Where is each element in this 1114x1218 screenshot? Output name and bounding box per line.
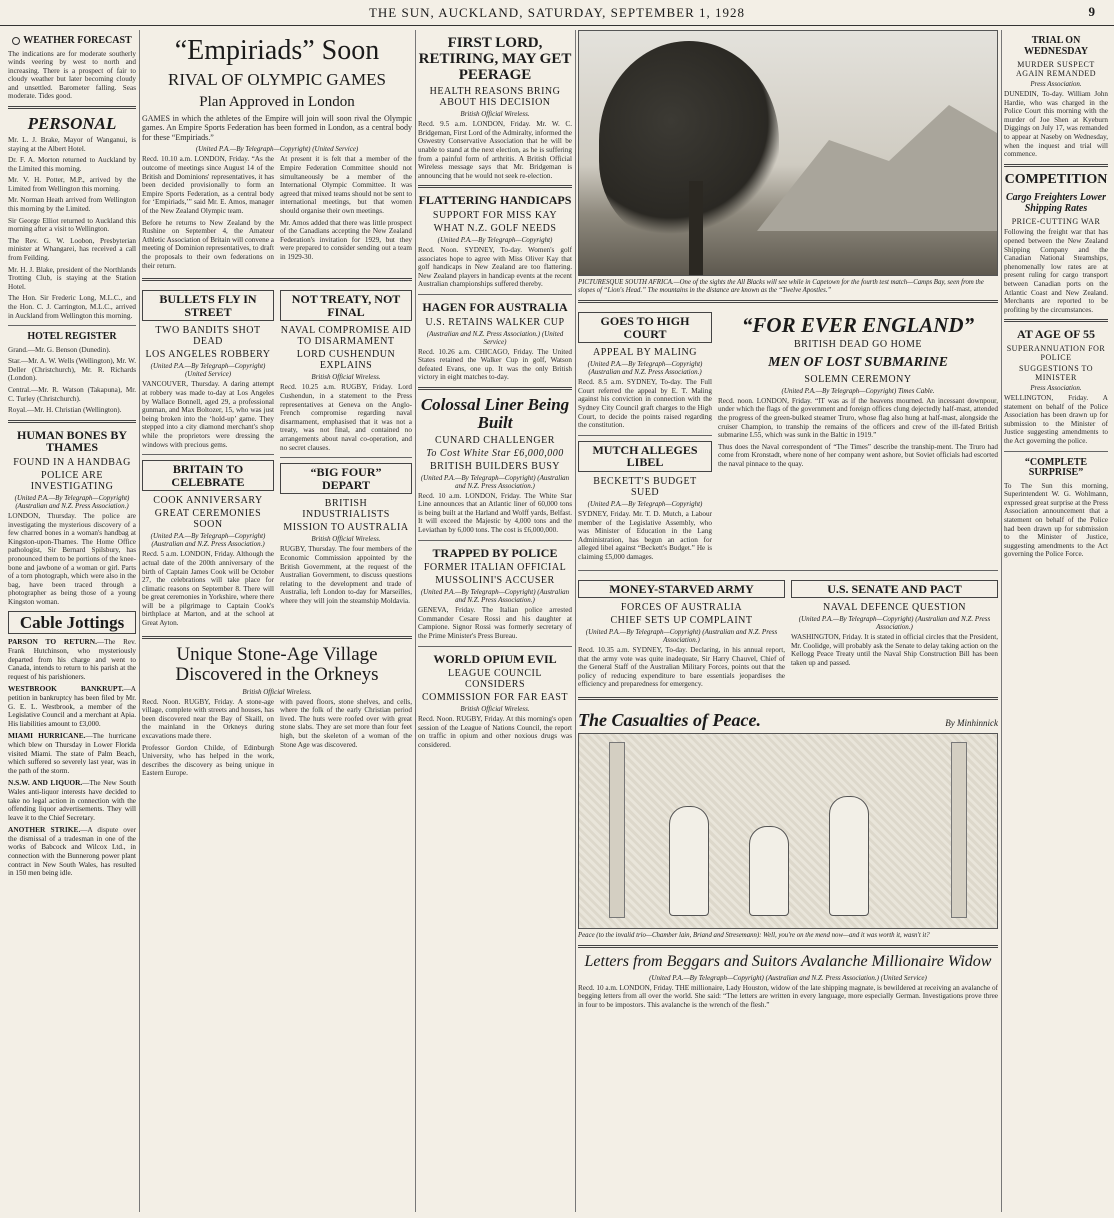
pillar-shape [951, 742, 967, 918]
mutch-body: SYDNEY, Friday. Mr. T. D. Mutch, a Labour member of the Legislative Assembly, who was Minister of Education in the Lang Administration, has begun an action for alleged libel against “Beckett's Budget.” He is claiming £5,000 damages. [578, 509, 712, 561]
bullets-heading: BULLETS FLY IN STREET [142, 290, 274, 321]
england-subheading: MEN OF LOST SUBMARINE [768, 355, 948, 371]
britain-heading: BRITAIN TO CELEBRATE [142, 460, 274, 491]
senate-subheading: NAVAL DEFENCE QUESTION [822, 602, 967, 614]
personal-item: Mr. V. H. Potter, M.P., arrived by the Limited from Wellington this morning. [8, 176, 136, 193]
column-5 [1004, 30, 1108, 1212]
england-subheading: BRITISH DEAD GO HOME [793, 339, 923, 351]
personal-item: Mr. Norman Heath arrived from Wellington this morning by the Limited. [8, 196, 136, 214]
personal-item: The Rev. G. W. Loobon, Presbyterian minister at Whangarei, has received a call from Feilding. [8, 236, 136, 263]
bigfour-subheading: MISSION TO AUSTRALIA [283, 522, 409, 534]
jotting-item: MIAMI HURRICANE.—The hurricane which blew on Thursday in Lower Florida visited Miami. The state of Palm Beach, which suffered so severely last year, was in the path of the storm. [8, 731, 136, 775]
trapped-credit: (United P.A.—By Telegraph—Copyright) (Australian and N.Z. Press Association.) [420, 588, 570, 605]
hotel-line: Star.—Mr. A. W. Wells (Wellington), Mr. W. Deller (Christchurch), Mr. R. Richards (London). [8, 357, 136, 383]
column-2 [142, 30, 412, 1212]
opium-credit: British Official Wireless. [460, 705, 530, 714]
age-body: WELLINGTON, Friday. A statement on behalf of the Police Association has been drawn up for submission to the Minister of Justice suggesting amendments to the Act governing the police. [1004, 393, 1108, 445]
england-subheading: SOLEMN CEREMONY [804, 373, 912, 385]
complete-body: To The Sun this morning, Superintendent W. G. Wohlmann, expressed great surprise at the Press Association announcement that a statement on behalf of the Police had been drawn up for submission to the Minister of Justice, suggesting amendments to the Act governing the Police Force. [1004, 481, 1108, 559]
bullets-credit: (United P.A.—By Telegraph—Copyright) (United Service) [150, 362, 266, 379]
figure-shape [669, 806, 709, 916]
cartoon-title: The Casualties of Peace. [578, 710, 761, 731]
jottings-heading: Cable Jottings [8, 611, 136, 635]
letters-credit: (United P.A.—By Telegraph—Copyright) (Australian and N.Z. Press Association.) (United Service) [649, 973, 927, 982]
stoneage-para: Recd. Noon. RUGBY, Friday. A stone-age village, complete with streets and houses, has been discovered near the Bay of Skaill, on the mainland in the Orkneys during excavations made there. [142, 697, 274, 740]
trapped-body: GENEVA, Friday. The Italian police arrested Commander Cesare Rossi and his daughter at Campione. Signor Rossi was formerly secretary of the Prime Minister's Press Bureau. [418, 606, 572, 640]
empiriads-para: Recd. 10.10 a.m. LONDON, Friday. “As the outcome of meetings since August 14 of the British and Dominions' representatives, it has been decided provisionally to form an Empire Sports Federation, as a central body for ‘Empiriads,’” said Mr. E. Amos, manager of the New Zealand Olympic team. [142, 155, 274, 216]
figure-shape [829, 796, 869, 916]
jotting-item: N.S.W. AND LIQUOR.—The New South Wales anti-liquor interests have decided to take no legal action in connection with the offending liquor advertisements. They will leave it to the Chief Secretary. [8, 778, 136, 822]
senate-body: WASHINGTON, Friday. It is stated in official circles that the President, Mr. Coolidge, will probably ask the Senate to delay taking action on the Kellogg Peace Treaty until the Naval Ship Construction Bill has been taken up and passed. [791, 633, 998, 667]
handicaps-body: Recd. Noon. SYDNEY, To-day. Women's golf associates hope to agree with Miss Oliver Kay that golf handicaps in New Zealand are too flattering. New Zealand players in handicap events at the recent Australian championships suffered thereby. [418, 246, 572, 289]
personal-item: Mr. L. J. Brake, Mayor of Wanganui, is staying at the Albert Hotel. [8, 135, 136, 153]
empiriads-lead: GAMES in which the athletes of the Empire will join will soon rival the Olympic games. An Empire Sports Federation has been formed in London, as a central body for these “Empiriads.” [142, 113, 412, 142]
mutch-subheading: BECKETT'S BUDGET SUED [593, 475, 697, 498]
empiriads-credit: (United P.A.—By Telegraph—Copyright) (United Service) [195, 145, 359, 154]
empiriads-subheading: RIVAL OF OLYMPIC GAMES [168, 70, 386, 90]
courts-body: Recd. 8.5 a.m. SYDNEY, To-day. The Full Court referred the appeal by E. T. Maling against his conviction in connection with the Sydney City Council graft charges to the High Court, to decide the points raised regarding the constitution. [578, 378, 712, 430]
courts-heading: GOES TO HIGH COURT [578, 312, 712, 343]
england-headline: “FOR EVER ENGLAND” [741, 313, 975, 337]
trial-subheading: MURDER SUSPECT AGAIN REMANDED [1015, 60, 1097, 78]
firstlord-subheading: HEALTH REASONS BRING ABOUT HIS DECISION [429, 86, 561, 109]
trial-body: DUNEDIN, To-day. William John Hardie, who was charged in the Police Court this morning with the murder of Joe Shen at Kyeburn Diggings on July 17, was remanded to appear at Naseby on Wednesday, when the inquest and trial will commence. [1004, 90, 1108, 159]
firstlord-body: Recd. 9.5 a.m. LONDON, Friday. Mr. W. C. Bridgeman, First Lord of the Admiralty, informed the Oswestry Conservative Association that he will be unable to stand at the next election, as he is suffering from a painful form of arthritis. A British Official Wireless message says that Mr. Bridgeman is announcing that he would not seek re-election. [418, 120, 572, 180]
england-credit: (United P.A.—By Telegraph—Copyright) Times Cable. [781, 386, 935, 395]
money-credit: (United P.A.—By Telegraph—Copyright) (Australian and N.Z. Press Association.) [585, 628, 778, 645]
stoneage-para: Professor Gordon Childe, of Edinburgh University, who has helped in the work, describes the discovery as being unique in Eastern Europe. [142, 743, 274, 778]
hagen-heading: HAGEN FOR AUSTRALIA [422, 299, 568, 314]
empiriads-headline: “Empiriads” Soon [174, 35, 380, 66]
trial-heading: TRIAL ON WEDNESDAY [1023, 35, 1089, 57]
empiriads-para: Mr. Amos added that there was little prospect of the Canadians accepting the New Zealand Federation's invitation for 1929, but they were prepared to consider sending out a team in 1929-30. [280, 218, 412, 262]
truce-subheading: NAVAL COMPROMISE AID TO DISARMAMENT [280, 325, 412, 348]
figure-shape [749, 826, 789, 916]
bigfour-heading: “BIG FOUR” DEPART [280, 463, 412, 494]
masthead [0, 0, 1114, 26]
bones-body: LONDON, Thursday. The police are investigating the mysterious discovery of a few charred bones in a woman's handbag at Kingston-upon-Thames. The Home Office pathologist, Sir Bernard Spilsbury, has pronounced them to be portions of the knee-bone and jawbone of a woman or girl. Parts of a torn photograph, which were also in the bag, have been traced through a photographer as being those of a young Kingston woman. [8, 512, 136, 606]
truce-credit: British Official Wireless. [311, 373, 381, 382]
cartoon-caption: Peace (to the invalid trio—Chamber lain, Briand and Stresemann): Well, you're on the mend now—and it was worth it, wasn't it? [578, 931, 930, 939]
personal-item: Mr. H. J. Blake, president of the Northlands Trotting Club, is staying at the Station Hotel. [8, 265, 136, 291]
trial-credit: Press Association. [1030, 80, 1082, 88]
column-rule [139, 30, 140, 1212]
courts-subheading: APPEAL BY MALING [593, 347, 697, 359]
firstlord-headline: FIRST LORD, RETIRING, MAY GET PEERAGE [418, 35, 572, 83]
senate-credit: (United P.A.—By Telegraph—Copyright) (Australian and N.Z. Press Association.) [798, 615, 991, 632]
hagen-credit: (Australian and N.Z. Press Association.) (United Service) [426, 329, 564, 346]
camps-bay-photo [578, 30, 998, 276]
hagen-body: Recd. 10.26 a.m. CHICAGO, Friday. The United States retained the Walker Cup in golf, Watson defeated Evans, one up. It was the only British victory in eight matches to-day. [418, 347, 572, 382]
hotel-line: Royal.—Mr. H. Christian (Wellington). [8, 406, 122, 415]
bullets-subheading: LOS ANGELES ROBBERY [145, 349, 271, 361]
bones-subheading: FOUND IN A HANDBAG [13, 457, 131, 469]
opium-subheading: LEAGUE COUNCIL CONSIDERS [448, 668, 542, 691]
handicaps-subheading: SUPPORT FOR MISS KAY [432, 210, 558, 221]
hotel-line: Central.—Mr. R. Watson (Takapuna), Mr. C. Turley (Christchurch). [8, 386, 136, 403]
opium-heading: WORLD OPIUM EVIL [433, 651, 557, 666]
truce-subheading: LORD CUSHENDUN EXPLAINS [296, 349, 396, 372]
liner-body: Recd. 10 a.m. LONDON, Friday. The White Star Line announces that an Atlantic liner of 60,000 tons is being built at the Harland and Wolff yards, Belfast. It will exceed the Majestic by 4,000 tons and the Leviathan by 6,000 tons. The cost is £6,000,000. [418, 491, 572, 534]
personal-item: Dr. F. A. Morton returned to Auckland by the Limited this morning. [8, 156, 136, 173]
liner-credit: (United P.A.—By Telegraph—Copyright) (Australian and N.Z. Press Association.) [420, 473, 570, 490]
bigfour-credit: British Official Wireless. [311, 535, 381, 544]
competition-heading: COMPETITION [1004, 171, 1108, 187]
bones-heading: HUMAN BONES BY THAMES [16, 427, 127, 455]
britain-subheading: GREAT CEREMONIES SOON [154, 508, 262, 531]
trapped-heading: TRAPPED BY POLICE [432, 545, 558, 560]
handicaps-heading: FLATTERING HANDICAPS [418, 193, 572, 208]
trapped-subheading: FORMER ITALIAN OFFICIAL [423, 562, 567, 574]
stoneage-credit: British Official Wireless. [242, 687, 312, 696]
column-3 [418, 30, 572, 1212]
courts-credit: (United P.A.—By Telegraph—Copyright) (Australian and N.Z. Press Association.) [587, 360, 703, 377]
jotting-item: PARSON TO RETURN.—The Rev. Frank Hutchinson, who mysteriously departed from his charge and went to Canada, intends to return to his parish at the request of his parishioners. [8, 637, 136, 681]
firstlord-credit: British Official Wireless. [460, 110, 530, 119]
truce-heading: NOT TREATY, NOT FINAL [280, 290, 412, 321]
england-para: Recd. noon. LONDON, Friday. “IT was as if the heavens mourned. An incessant downpour, under which the flags of the government and foreign offices clung dejectedly half-mast, attended the progress of the green-bulked steamer Truro, whose flag also hung at half-mast, alongside the cruiser Champion, to tranship the remains of the officers and crew of the ill-fated British submarine L55, which was sunk in the Baltic in 1919.” [718, 396, 998, 440]
mutch-credit: (United P.A.—By Telegraph—Copyright) [587, 499, 703, 508]
liner-headline: Colossal Liner Being Built [420, 394, 570, 432]
money-heading: MONEY-STARVED ARMY [578, 580, 785, 599]
hotel-heading: HOTEL REGISTER [27, 331, 117, 343]
mountain-shape [757, 91, 997, 231]
bullets-body: VANCOUVER, Thursday. A daring attempt at robbery was made to-day at Los Angeles by Wallace Bonnell, aged 29, a professional gunman, and Max Boltozer, 15, who was just being broken into the ‘hold-up’ game. They stepped into a city diamond merchant's shop while the proprietors were dressing the windows with precious gems. [142, 380, 274, 449]
age-credit: Press Association. [1030, 383, 1082, 392]
competition-subheading: PRICE-CUTTING WAR [1011, 217, 1101, 227]
bones-subheading: POLICE ARE INVESTIGATING [30, 470, 114, 493]
mutch-heading: MUTCH ALLEGES LIBEL [578, 441, 712, 472]
truce-body: Recd. 10.25 a.m. RUGBY, Friday. Lord Cushendun, in a statement to the Press representatives at Geneva on the Anglo-French compromise regarding naval disarmament, emphasised that it was not a treaty, was not final, and contained no arrangements about naval co-operation, and no secret clauses. [280, 383, 412, 452]
complete-heading: “COMPLETE SURPRISE” [1024, 456, 1088, 479]
column-rule [415, 30, 416, 1212]
empiriads-para: At present it is felt that a member of the Empire Federation Committee should not simultaneously be a member of the International Olympic Committee. It was agreed that mixed teams should not be sent to international meetings, but that women should organise their own meetings. [280, 155, 412, 216]
sun-icon [12, 37, 20, 45]
bullets-subheading: TWO BANDITS SHOT DEAD [155, 325, 261, 348]
column-rule [1001, 30, 1002, 1212]
money-body: Recd. 10.35 a.m. SYDNEY, To-day. Declaring, in his annual report, that the army vote was quite inadequate, Sir Harry Chauvel, Chief of the General Staff of the Australian Military Forces, points out that the policy of reducing expenditure to bare essentials jeopardises the efficiency and preparedness for emergency. [578, 646, 785, 689]
weather-body: The indications are for moderate southerly winds veering by west to north and increasing. There is a prospect of fair to cloudy weather but later becoming cloudy and unsettled. Barometer falling. Seas moderate. Tides good. [8, 49, 136, 101]
jotting-item: WESTBROOK BANKRUPT.—A petition in bankruptcy has been filed by Mr. G. E. L. Westbrook, a member of the Legislative Council and a merchant at Apia. His liabilities amount to £3,000. [8, 684, 136, 728]
trapped-subheading: MUSSOLINI'S ACCUSER [435, 575, 555, 587]
age-heading: AT AGE OF 55 [1016, 327, 1096, 342]
senate-heading: U.S. SENATE AND PACT [791, 580, 998, 599]
column-1 [8, 30, 136, 1212]
britain-subheading: COOK ANNIVERSARY [153, 495, 263, 507]
empiriads-subheading: Plan Approved in London [199, 94, 355, 111]
column-rule [575, 30, 576, 1212]
age-subheading: SUGGESTIONS TO MINISTER [1018, 363, 1094, 382]
page-number: 9 [1088, 4, 1096, 19]
britain-credit: (United P.A.—By Telegraph—Copyright) (Australian and N.Z. Press Association.) [150, 532, 266, 549]
cartoon-illustration [578, 733, 998, 929]
competition-body: Following the freight war that has opened between the New Zealand Shipping Company and the Canadian National Steamships, phenomenally low rates are at present ruling for cargo transport between Canadian ports on the Atlantic Coast and New Zealand. Merchants are reported to be profiting by the circumstances. [1004, 228, 1108, 314]
liner-subheading: CUNARD CHALLENGER [435, 434, 555, 446]
pillar-shape [609, 742, 625, 918]
liner-subheading: To Cost White Star £6,000,000 [426, 447, 564, 459]
stoneage-headline: Unique Stone-Age Village Discovered in the Orkneys [175, 643, 379, 685]
letters-headline: Letters from Beggars and Suitors Avalanche Millionaire Widow [584, 952, 992, 970]
hagen-subheading: U.S. RETAINS WALKER CUP [425, 316, 565, 328]
cartoon-artist: By Minhinnick [945, 718, 998, 729]
photo-caption: PICTURESQUE SOUTH AFRICA.—One of the sights the All Blacks will see while in Capetown for the fourth test match—Camps Bay, seen from the slopes of “Lion's Head.” The mountains in the distance are known as the “Twelve Apostles.” [578, 279, 984, 294]
handicaps-subheading: WHAT N.Z. GOLF NEEDS [433, 223, 557, 234]
competition-subheading: Cargo Freighters Lower Shipping Rates [1005, 192, 1106, 214]
age-subheading: SUPERANNUATION FOR POLICE [1006, 343, 1106, 362]
masthead-title: THE SUN, AUCKLAND, SATURDAY, SEPTEMBER 1, 1928 [368, 4, 746, 20]
bones-credit: (United P.A.—By Telegraph—Copyright) (Australian and N.Z. Press Association.) [14, 494, 130, 511]
personal-heading: PERSONAL [27, 114, 117, 134]
britain-body: Recd. 5 a.m. LONDON, Friday. Although the actual date of the 200th anniversary of the birth of Captain James Cook will be October 27, the celebrations will take place for climatic reasons on September 8. There will be great ceremonies in Yorkshire, where there will be a pilgrimage to Captain Cook's birthplace at Marton, and at the school at Great Ayton. [142, 550, 274, 628]
personal-item: Sir George Elliot returned to Auckland this morning after a visit to Wellington. [8, 216, 136, 234]
empiriads-para: Before he returns to New Zealand by the Rushine on September 4, the Amateur Athletic Association of Britain will convene a meeting of Dominion representatives, to draft the proposals to their own federations on their return. [142, 218, 274, 270]
personal-item: The Hon. Sir Frederic Long, M.L.C., and the Hon. C. J. Carrington, M.L.C., arrived in Auckland from Wellington this morning. [8, 294, 136, 320]
weather-heading: WEATHER FORECAST [8, 36, 136, 47]
opium-subheading: COMMISSION FOR FAR EAST [421, 692, 569, 704]
column-4 [578, 30, 998, 1212]
stoneage-para: with paved floors, stone shelves, and cells, where the folk of the early Christian period lived. The huts were roofed over with great stone slabs. They are set more than four feet high, but the skeleton of a woman of the Stone Age was discovered. [280, 697, 412, 749]
money-subheading: CHIEF SETS UP COMPLAINT [610, 615, 753, 627]
hotel-line: Grand.—Mr. G. Benson (Dunedin). [8, 345, 111, 354]
bigfour-body: RUGBY, Thursday. The four members of the Economic Commission appointed by the British Government, at the request of the Australian Government, to discuss questions relating to the development and trade of Australia, left London to-day for Marseilles, where they will join the steamship Moldavia. [280, 545, 412, 605]
handicaps-credit: (United P.A.—By Telegraph—Copyright) [437, 236, 553, 244]
liner-subheading: BRITISH BUILDERS BUSY [430, 460, 560, 472]
tree-trunk-shape [689, 181, 703, 276]
jotting-item: ANOTHER STRIKE.—A dispute over the dismissal of a tradesman in one of the works of Babcock and Wilcox Ltd., in connection with the Bunnerong power plant contract in New South Wales, has resulted in 150 men being idle. [8, 825, 136, 878]
opium-body: Recd. Noon. RUGBY, Friday. At this morning's open session of the League of Nations Council, the report on traffic in opium and other noxious drugs was considered. [418, 715, 572, 749]
bigfour-subheading: BRITISH INDUSTRIALISTS [302, 498, 390, 521]
letters-body: Recd. 10 a.m. LONDON, Friday. THE millionaire, Lady Houston, widow of the late shipping magnate, is bewildered at receiving an avalanche of begging letters from all over the world. She said: “The letters are written in every language, more especially German. Investigations prove three in four to be impostors. This avalanche is the wrench of the flesh.” [578, 983, 998, 1009]
england-para: Thus does the Naval correspondent of “The Times” describe the tranship-ment. The Truro had come from Kronstadt, where none of her company went ashore, but Soviet officials had escorted the naval pinnace to the quay. [718, 442, 998, 468]
money-subheading: FORCES OF AUSTRALIA [620, 602, 743, 614]
